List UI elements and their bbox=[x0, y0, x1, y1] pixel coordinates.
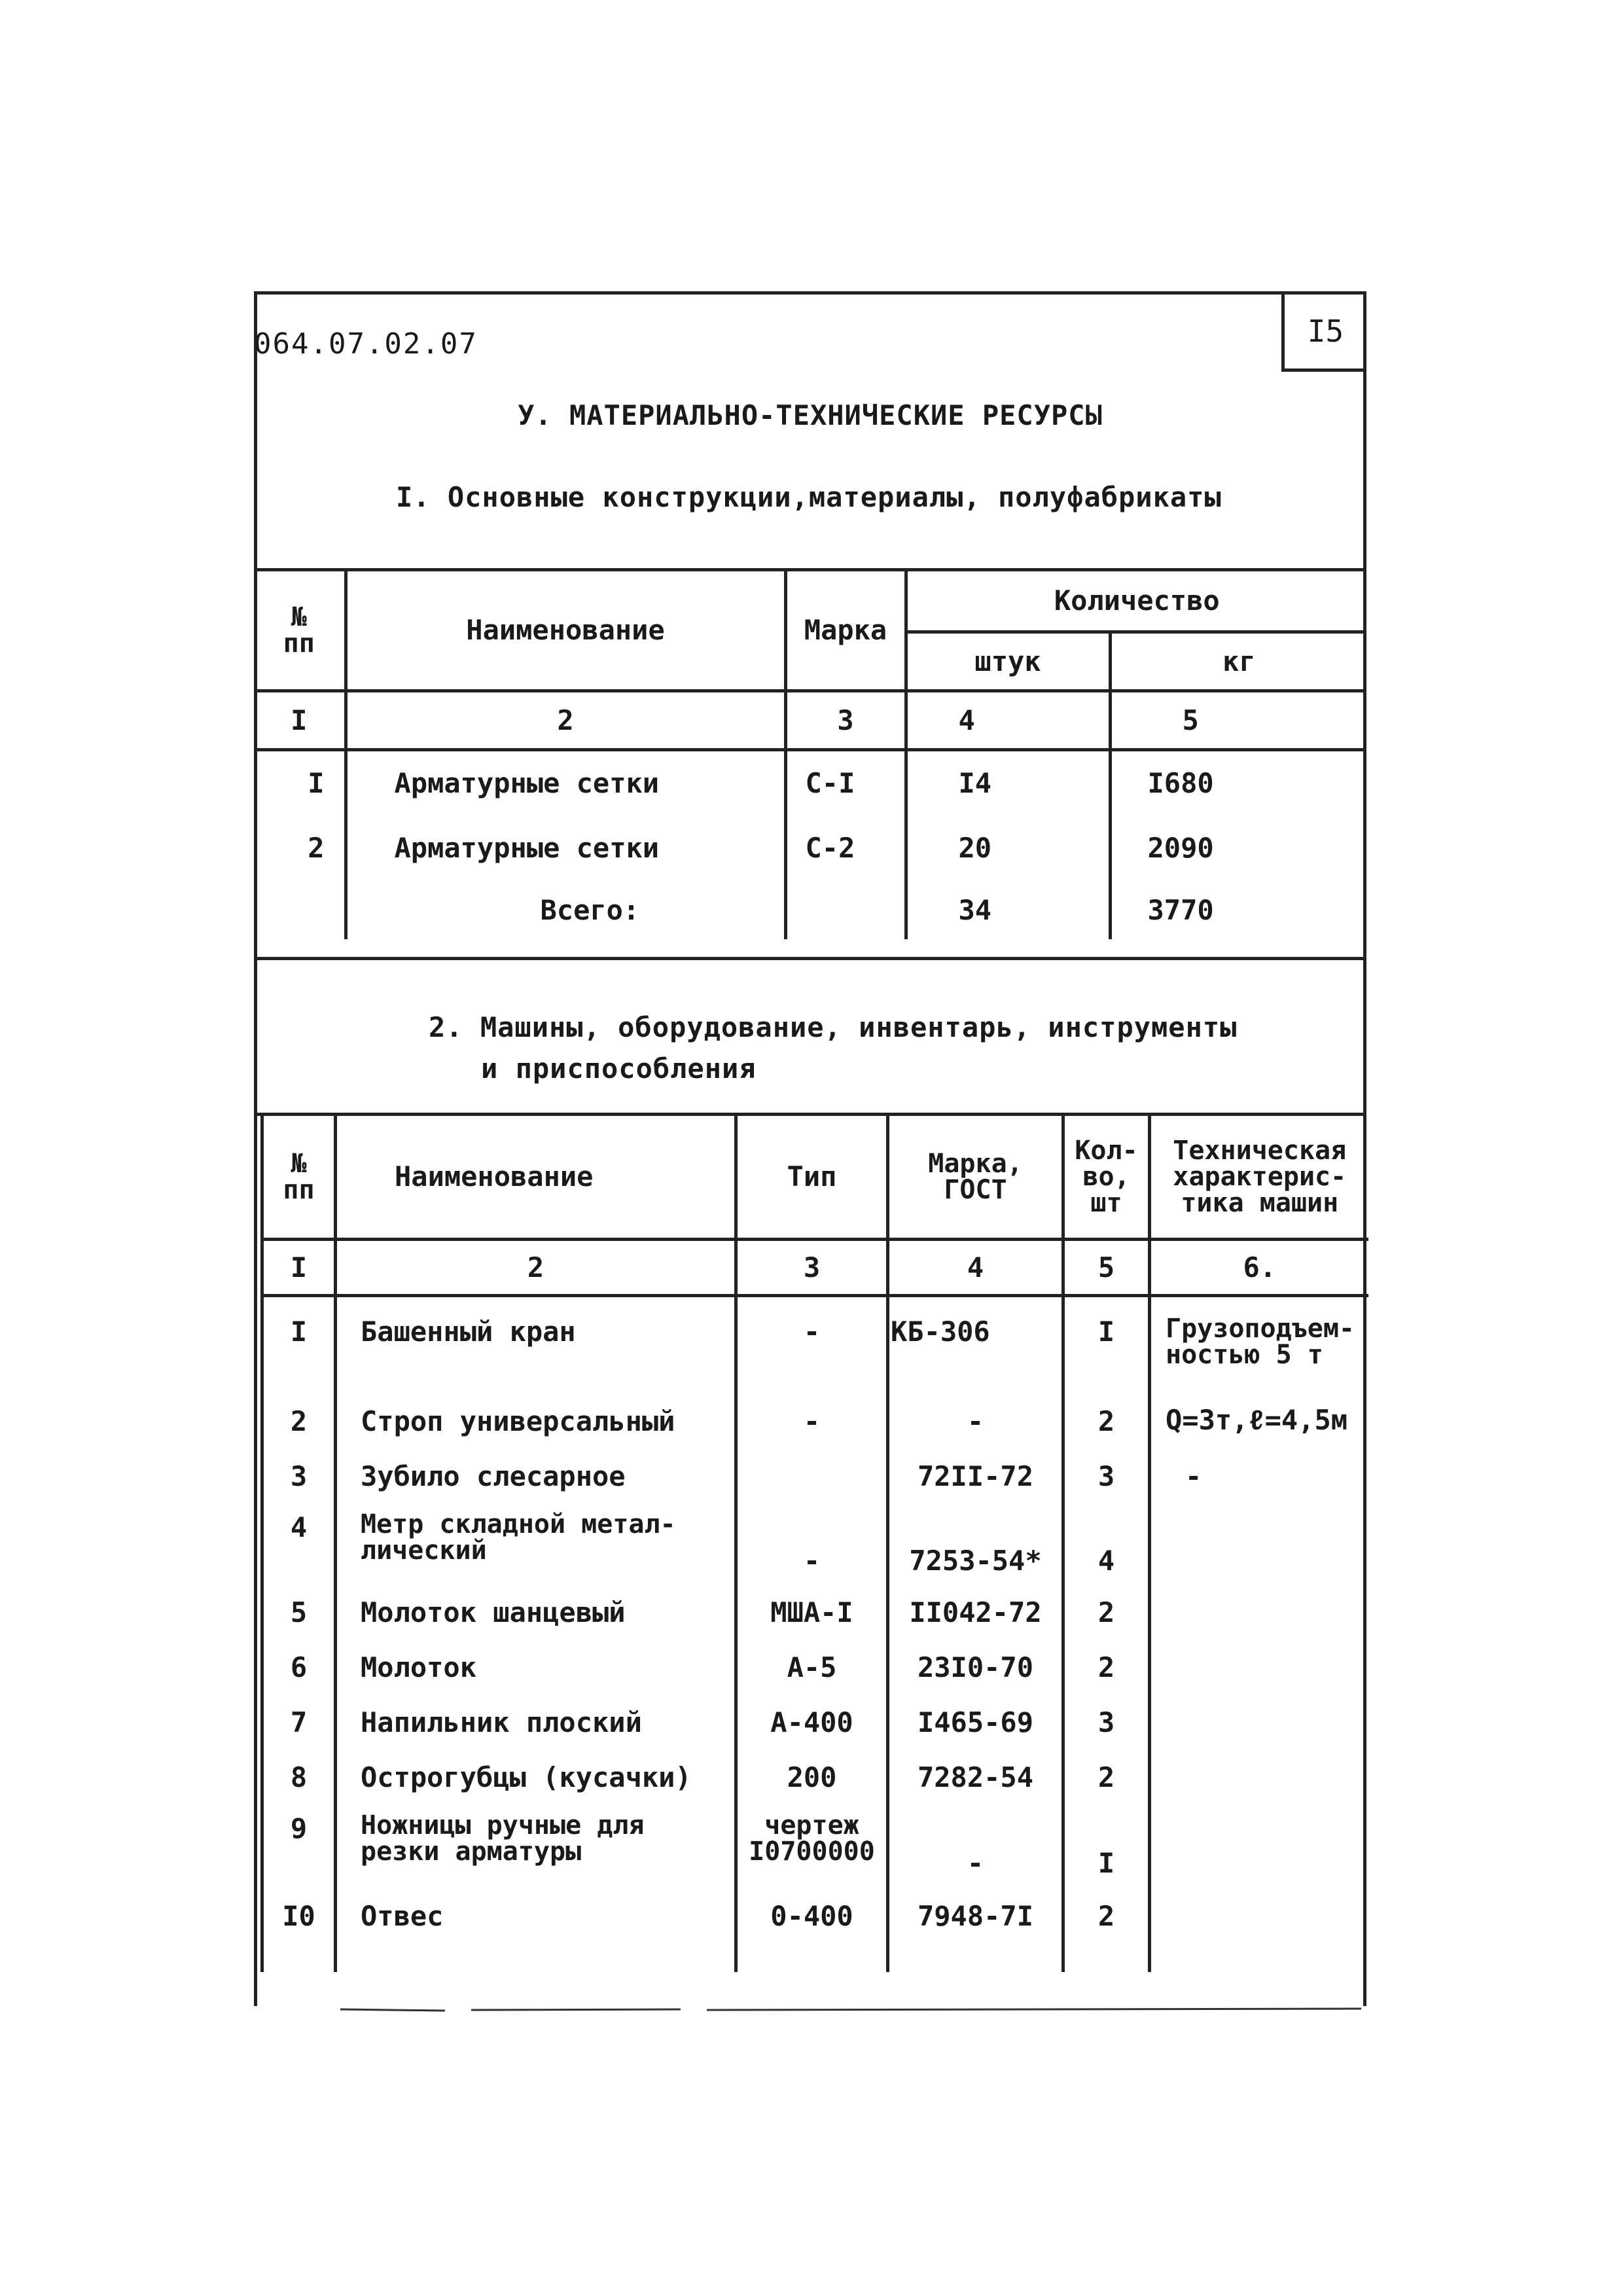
colnum: 5 bbox=[1063, 1239, 1150, 1295]
table-row bbox=[262, 1887, 1368, 1972]
header-num-b: пп bbox=[283, 1174, 315, 1205]
row-kg: I680 bbox=[1110, 749, 1366, 815]
table-row bbox=[262, 1804, 1368, 1887]
header-qty-c: шт bbox=[1090, 1187, 1122, 1218]
row-name-line2: резки арматуры bbox=[361, 1837, 582, 1867]
header-num-a: № bbox=[291, 1148, 307, 1179]
header-kg: кг bbox=[1110, 632, 1366, 691]
colnum: 5 bbox=[1110, 691, 1366, 749]
torn-bottom-edge bbox=[340, 2003, 1368, 2016]
row-num: 7 bbox=[262, 1695, 336, 1749]
row-mark: 72II-72 bbox=[888, 1448, 1063, 1503]
edge-dash bbox=[471, 2009, 681, 2010]
colnum: 6. bbox=[1150, 1239, 1368, 1295]
row-name: Напильник плоский bbox=[336, 1695, 736, 1749]
colnum: 3 bbox=[736, 1239, 888, 1295]
row-mark: - bbox=[888, 1804, 1063, 1887]
row-num: 3 bbox=[262, 1448, 336, 1503]
row-qty: I bbox=[1063, 1295, 1150, 1393]
equipment-table bbox=[260, 1116, 1368, 1972]
header-type: Тип bbox=[736, 1116, 888, 1239]
row-qty: I bbox=[1063, 1804, 1150, 1887]
row-name: Отвес bbox=[336, 1887, 736, 1972]
header-qty-b: во, bbox=[1082, 1161, 1130, 1192]
colnum: I bbox=[254, 691, 346, 749]
header-tech-b: характерис- bbox=[1173, 1161, 1347, 1192]
row-type bbox=[736, 1804, 888, 1887]
row-mark: 7253-54* bbox=[888, 1503, 1063, 1585]
header-num bbox=[262, 1116, 336, 1239]
row-qty: 2 bbox=[1063, 1585, 1150, 1640]
row-qty: 3 bbox=[1063, 1448, 1150, 1503]
row-qty: 2 bbox=[1063, 1749, 1150, 1804]
header-num-b: пп bbox=[283, 628, 315, 658]
header-qty bbox=[1063, 1116, 1150, 1239]
table2-title-line1: 2. Машины, оборудование, инвентарь, инструменты bbox=[429, 1011, 1238, 1043]
header-num bbox=[254, 571, 346, 691]
row-num: 4 bbox=[262, 1503, 336, 1585]
row-tech: - bbox=[1150, 1448, 1368, 1503]
colnum: 4 bbox=[888, 1239, 1063, 1295]
header-mark-b: ГОСТ bbox=[944, 1174, 1007, 1205]
row-type: A-5 bbox=[736, 1640, 888, 1695]
row-num: I0 bbox=[262, 1887, 336, 1972]
header-mark bbox=[888, 1116, 1063, 1239]
colnum: 3 bbox=[785, 691, 906, 749]
row-mark: С-I bbox=[785, 749, 906, 815]
page-number-box bbox=[1281, 293, 1366, 372]
row-type: - bbox=[736, 1295, 888, 1393]
row-type bbox=[736, 1448, 888, 1503]
table-row bbox=[262, 1448, 1368, 1503]
row-name: Арматурные сетки bbox=[346, 749, 785, 815]
row-mark: 23I0-70 bbox=[888, 1640, 1063, 1695]
row-name-line1: Метр складной метал- bbox=[361, 1509, 676, 1539]
row-tech: Q=3т,ℓ=4,5м bbox=[1150, 1393, 1368, 1448]
colnum: 2 bbox=[336, 1239, 736, 1295]
row-num: 2 bbox=[262, 1393, 336, 1448]
row-name: Строп универсальный bbox=[336, 1393, 736, 1448]
row-name-line1: Ножницы ручные для bbox=[361, 1810, 645, 1840]
row-pcs: 20 bbox=[906, 815, 1110, 880]
row-type: - bbox=[736, 1503, 888, 1585]
header-quantity: Количество bbox=[906, 571, 1366, 632]
header-tech-c: тика машин bbox=[1181, 1187, 1339, 1218]
row-mark: КБ-306 bbox=[888, 1295, 1063, 1393]
table-row bbox=[254, 815, 1366, 880]
row-qty: 3 bbox=[1063, 1695, 1150, 1749]
row-num: I bbox=[262, 1295, 336, 1393]
row-num: 5 bbox=[262, 1585, 336, 1640]
row-type-line2: I0700000 bbox=[749, 1837, 875, 1867]
row-qty: 2 bbox=[1063, 1887, 1150, 1972]
header-qty-a: Кол- bbox=[1075, 1135, 1138, 1166]
edge-dash bbox=[340, 2009, 445, 2011]
colnum: I bbox=[262, 1239, 336, 1295]
header-pcs: штук bbox=[906, 632, 1110, 691]
row-name: Острогубцы (кусачки) bbox=[336, 1749, 736, 1804]
table-row bbox=[262, 1695, 1368, 1749]
table-row bbox=[262, 1503, 1368, 1585]
table-row bbox=[262, 1295, 1368, 1393]
row-qty: 2 bbox=[1063, 1640, 1150, 1695]
header-tech-a: Техническая bbox=[1173, 1135, 1347, 1166]
row-qty: 2 bbox=[1063, 1393, 1150, 1448]
row-name: Молоток bbox=[336, 1640, 736, 1695]
row-type: 0-400 bbox=[736, 1887, 888, 1972]
row-kg: 2090 bbox=[1110, 815, 1366, 880]
row-tech-line2: ностью 5 т bbox=[1166, 1339, 1323, 1370]
table-row bbox=[262, 1749, 1368, 1804]
colnum: 2 bbox=[346, 691, 785, 749]
table-row bbox=[262, 1585, 1368, 1640]
row-name bbox=[336, 1503, 736, 1585]
row-mark: 7282-54 bbox=[888, 1749, 1063, 1804]
table-row bbox=[262, 1640, 1368, 1695]
header-mark-a: Марка, bbox=[928, 1148, 1023, 1179]
row-tech bbox=[1150, 1295, 1368, 1393]
header-name: Наименование bbox=[346, 571, 785, 691]
table-row bbox=[254, 749, 1366, 815]
section-title: У. МАТЕРИАЛЬНО-ТЕХНИЧЕСКИЕ РЕСУРСЫ bbox=[518, 399, 1103, 431]
row-mark: - bbox=[888, 1393, 1063, 1448]
edge-dash bbox=[707, 2009, 1361, 2010]
table2-title-line2: и приспособления bbox=[481, 1052, 757, 1085]
row-num: 9 bbox=[262, 1804, 336, 1887]
page-number: I5 bbox=[1307, 313, 1344, 349]
header-name: Наименование bbox=[336, 1116, 736, 1239]
document-code: 064.07.02.07 bbox=[254, 327, 478, 361]
row-name: Зубило слесарное bbox=[336, 1448, 736, 1503]
row-name: Башенный кран bbox=[336, 1295, 736, 1393]
row-name: Арматурные сетки bbox=[346, 815, 785, 880]
row-mark: С-2 bbox=[785, 815, 906, 880]
row-num: 6 bbox=[262, 1640, 336, 1695]
total-label: Всего: bbox=[346, 880, 785, 939]
row-mark: II042-72 bbox=[888, 1585, 1063, 1640]
header-tech bbox=[1150, 1116, 1368, 1239]
header-num-a: № bbox=[291, 601, 307, 632]
materials-table bbox=[254, 571, 1366, 939]
row-tech-line1: Грузоподъем- bbox=[1166, 1313, 1355, 1344]
table1-title: I. Основные конструкции,материалы, полуфабрикаты bbox=[396, 481, 1222, 513]
row-name bbox=[336, 1804, 736, 1887]
table-row bbox=[262, 1393, 1368, 1448]
row-num: 2 bbox=[254, 815, 346, 880]
row-name-line2: лический bbox=[361, 1535, 487, 1566]
total-pcs: 34 bbox=[906, 880, 1110, 939]
table1-bottom-border bbox=[254, 957, 1366, 960]
row-pcs: I4 bbox=[906, 749, 1110, 815]
total-kg: 3770 bbox=[1110, 880, 1366, 939]
row-qty: 4 bbox=[1063, 1503, 1150, 1585]
total-row bbox=[254, 880, 1366, 939]
row-type: - bbox=[736, 1393, 888, 1448]
row-type: МШA-I bbox=[736, 1585, 888, 1640]
row-mark: 7948-7I bbox=[888, 1887, 1063, 1972]
row-mark: I465-69 bbox=[888, 1695, 1063, 1749]
row-type: 200 bbox=[736, 1749, 888, 1804]
header-mark: Марка bbox=[785, 571, 906, 691]
row-name: Молоток шанцевый bbox=[336, 1585, 736, 1640]
colnum: 4 bbox=[906, 691, 1110, 749]
row-type: A-400 bbox=[736, 1695, 888, 1749]
row-type-line1: чертеж bbox=[764, 1810, 859, 1840]
row-num: 8 bbox=[262, 1749, 336, 1804]
row-num: I bbox=[254, 749, 346, 815]
